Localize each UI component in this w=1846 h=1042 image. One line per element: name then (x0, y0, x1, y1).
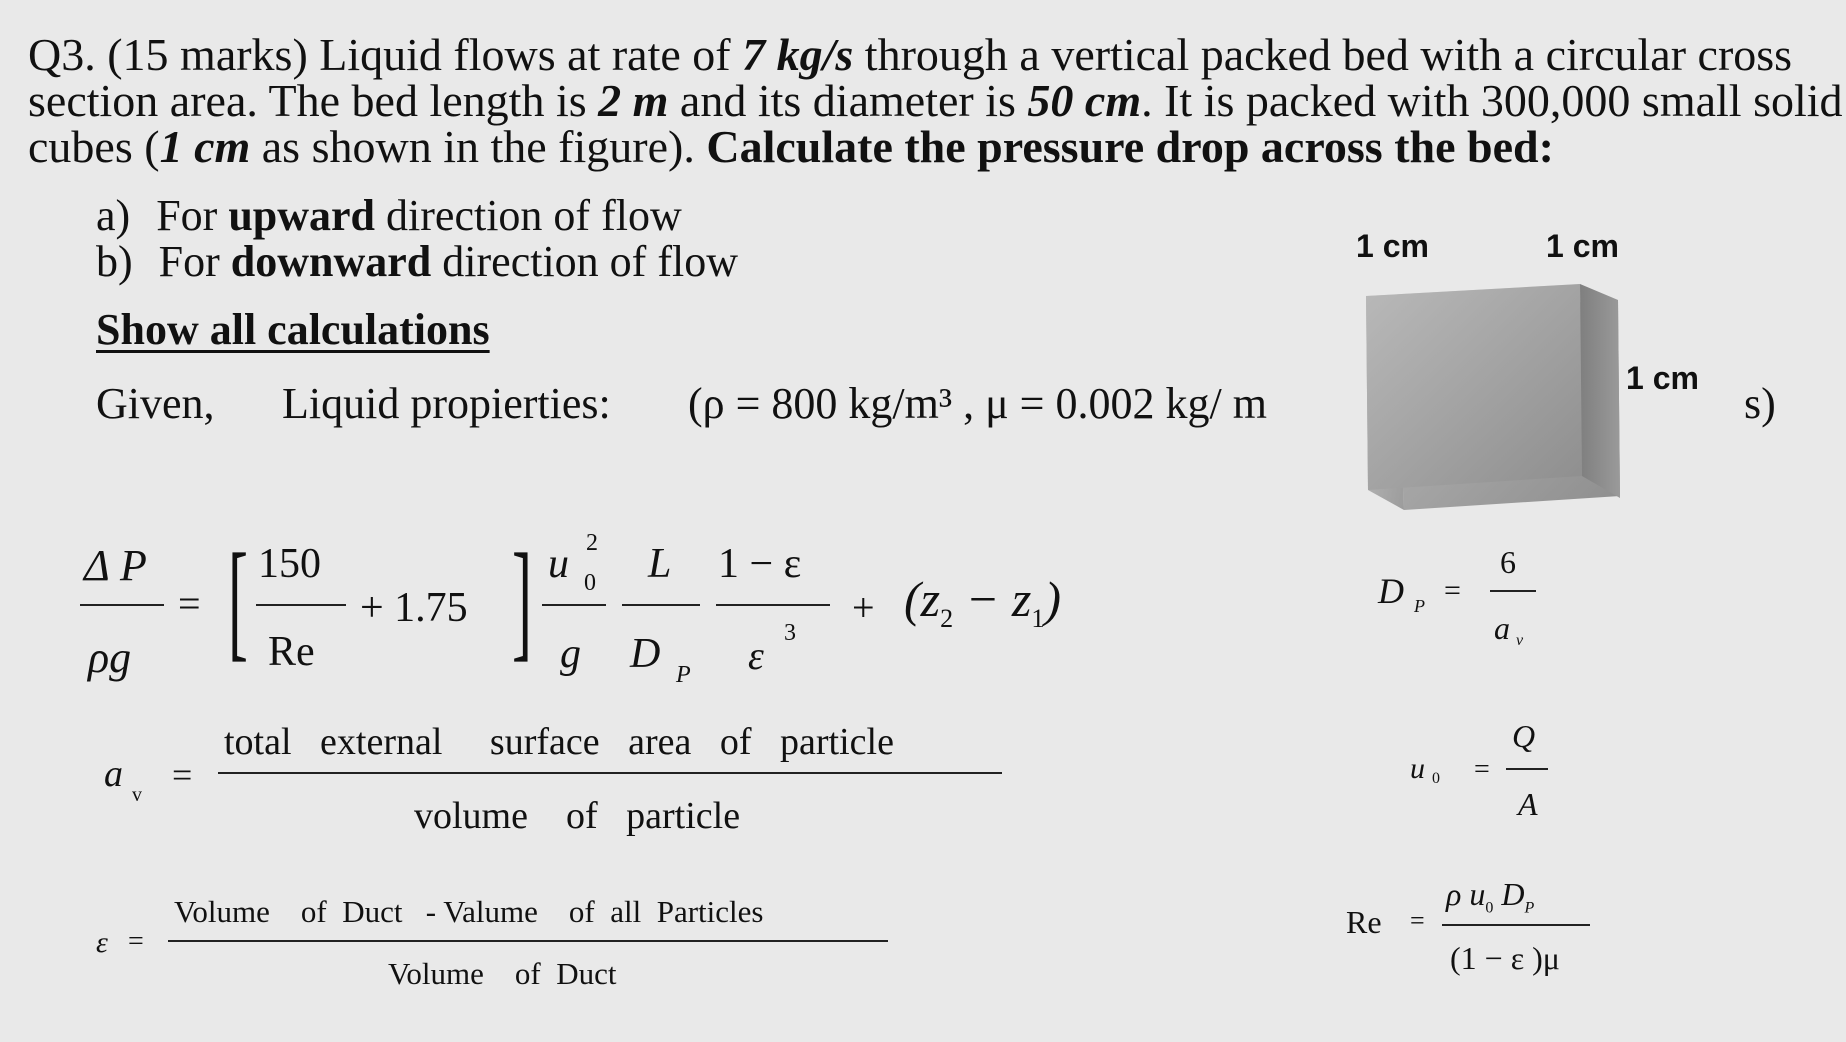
eq-main-eps: ε (748, 633, 764, 678)
eq-u0-lhs: u (1410, 752, 1425, 785)
item-marker: a) (96, 191, 131, 240)
eq-dp-den-sub: v (1516, 632, 1524, 649)
eq-av-lhs: a (104, 753, 123, 795)
eq-main-num: Δ P (84, 541, 147, 590)
u-sub: 0 (1485, 899, 1494, 917)
bed-diameter: 50 cm (1027, 75, 1142, 126)
D-sub: P (1524, 899, 1535, 917)
text: For (156, 191, 229, 240)
z1-sub: 1 (1031, 604, 1045, 633)
eq-re-den: (1 − ε )μ (1450, 940, 1560, 976)
z-minus: − z (953, 571, 1032, 627)
eq-u0-sub: 0 (1432, 770, 1440, 787)
eq-main-175: + 1.75 (360, 585, 468, 631)
task-statement: Calculate the pressure drop across the bed: (706, 121, 1554, 172)
eq-re-equals: = (1410, 906, 1425, 935)
eq-av-sub: v (132, 784, 142, 806)
cube-label-top-left: 1 cm (1356, 228, 1429, 264)
question-line-3 (28, 120, 1554, 173)
item-marker: b) (96, 237, 133, 286)
props-label: Liquid propierties: (282, 379, 611, 428)
eq-dp-equals: = (1444, 574, 1461, 607)
given-label: Given, (96, 379, 215, 428)
eps-sup: 3 (784, 620, 796, 646)
eq-main-g: g (560, 631, 581, 677)
eq-main-u0 (548, 540, 569, 588)
eq-u0-den: A (1518, 786, 1538, 822)
eq-main-z-term (904, 570, 1061, 634)
D: D (1501, 876, 1525, 912)
eq-eps-lhs: ε (96, 926, 108, 959)
item-b (96, 236, 738, 287)
flow-rate: 7 kg/s (742, 29, 854, 80)
eq-eps-den: Volume of Duct (388, 956, 617, 991)
bracket-left: [ (228, 527, 248, 673)
eq-dp-den: a (1494, 610, 1510, 646)
eq-main-equals: = (178, 581, 201, 626)
bed-length: 2 m (598, 75, 669, 126)
bracket-right: ] (512, 527, 532, 673)
eq-re-lhs: Re (1346, 904, 1382, 940)
text: For (158, 237, 231, 286)
cube-label-side: 1 cm (1626, 360, 1699, 396)
props-tail: s) (1744, 379, 1776, 428)
cube-size: 1 cm (159, 121, 251, 172)
eq-re-num (1446, 876, 1534, 917)
eq-dp-sub: P (1414, 596, 1425, 616)
eq-main-Dp: D (630, 631, 661, 677)
text: cubes ( (28, 121, 160, 172)
eq-av-equals: = (172, 755, 193, 795)
eq-main-L: L (648, 541, 672, 587)
eps-bar (716, 604, 830, 606)
eq-u0-num: Q (1512, 718, 1536, 754)
eq-main-den: ρg (88, 633, 132, 682)
z-close: ) (1044, 571, 1061, 627)
eq-re-bar (1442, 924, 1590, 926)
text: as shown in the figure). (250, 121, 707, 172)
u0-bar (542, 604, 606, 606)
cube-label-top-right: 1 cm (1546, 228, 1619, 264)
eq-dp-bar (1490, 590, 1536, 592)
eq-main-150: 150 (258, 541, 321, 587)
eq-main-re-bar (256, 604, 346, 606)
eq-eps-num: Volume of Duct - Valume of all Particles (174, 894, 764, 929)
text: upward (228, 191, 376, 240)
text: . It is packed with 300,000 small solid (1141, 75, 1843, 126)
item-a (96, 190, 682, 241)
text: section area. The bed length is (28, 75, 599, 126)
u0-sub: 0 (584, 570, 596, 596)
text: Q3. (15 marks) Liquid flows at rate of (28, 29, 743, 80)
props-values: (ρ = 800 kg/m³ , μ = 0.002 kg/ m (688, 379, 1267, 428)
eq-av-bar (218, 772, 1002, 774)
show-all-heading: Show all calculations (96, 305, 490, 354)
eq-u0-bar (1506, 768, 1548, 770)
cube-figure (1360, 276, 1630, 516)
Dp-sub: P (676, 662, 691, 688)
u: u (1469, 876, 1486, 912)
eq-av-den: volume of particle (414, 795, 741, 837)
z2-sub: 2 (940, 604, 954, 633)
eq-eps-equals: = (128, 926, 144, 957)
text: and its diameter is (668, 75, 1028, 126)
text: through a vertical packed bed with a circular cross (853, 29, 1793, 80)
eq-eps-bar (168, 940, 888, 942)
eq-main-plus: + (852, 585, 875, 630)
u0-sup: 2 (586, 530, 598, 556)
z-open: (z (904, 571, 941, 627)
L-bar (622, 604, 700, 606)
eq-main-one-minus-eps: 1 − ε (718, 541, 802, 587)
eq-av-num: total external surface area of particle (224, 721, 894, 763)
eq-main-lhs-bar (80, 604, 164, 606)
text: direction of flow (375, 191, 682, 240)
rho: ρ (1446, 876, 1462, 912)
eq-dp-num: 6 (1500, 544, 1516, 580)
u-symbol: u (548, 541, 569, 587)
text: direction of flow (431, 237, 738, 286)
eq-u0-equals: = (1474, 754, 1490, 785)
eq-dp-lhs: D (1378, 571, 1404, 611)
eq-main-re: Re (268, 629, 315, 675)
text: downward (230, 237, 432, 286)
